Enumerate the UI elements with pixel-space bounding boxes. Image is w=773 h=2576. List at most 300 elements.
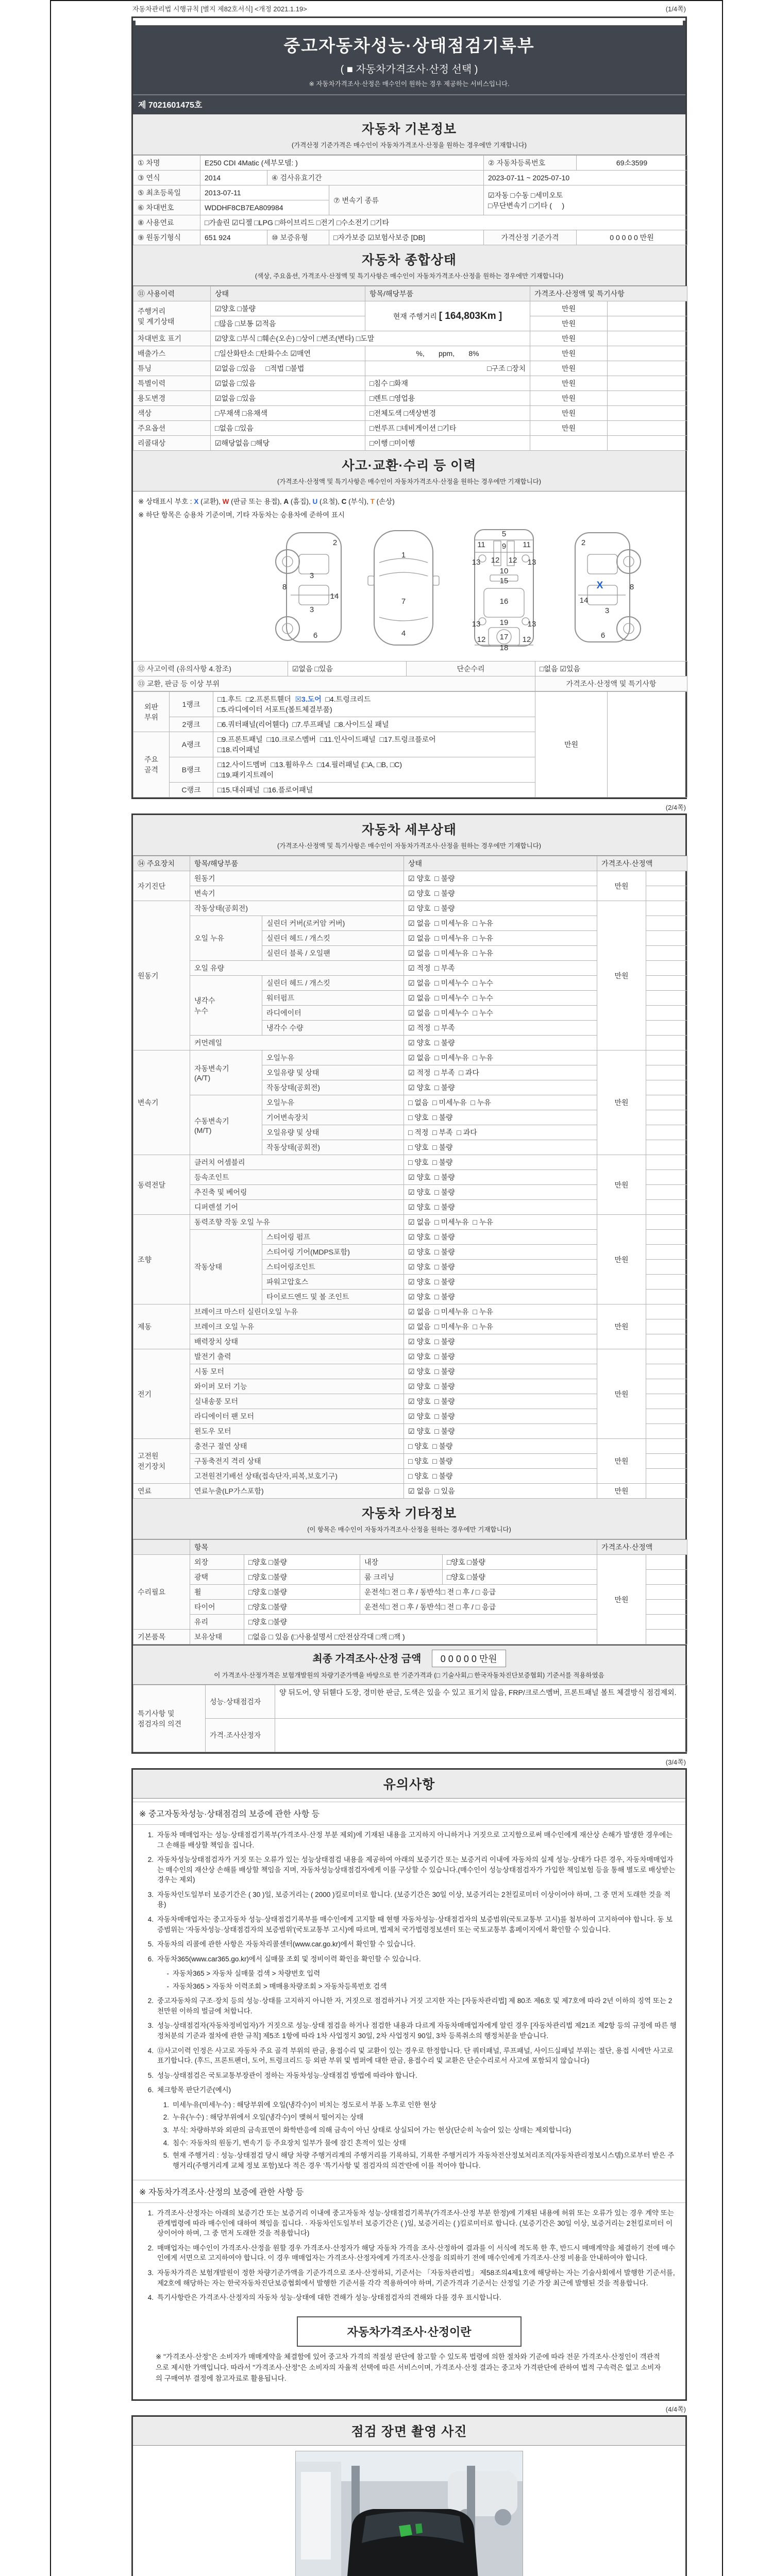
cell: [133, 732, 170, 798]
notice-item: [140, 1855, 678, 1885]
damage-code-legend-line2: ※ 하단 항목은 승용차 기준이며, 기타 자동차는 승용차에 준하여 표시: [138, 511, 345, 519]
accident-history-options: ☑없음 □있음: [288, 662, 407, 676]
section-accident-history-header: [133, 451, 685, 492]
cell: 변속기: [190, 886, 404, 901]
steering-oil-leak: ☑ 없음 □ 미세누유 □ 누유: [404, 1215, 597, 1230]
diagram-part-number: 15: [499, 577, 509, 585]
cell: [646, 1630, 687, 1645]
recall-done-options: □이행 □미이행: [365, 436, 530, 451]
cell: 만원: [597, 1439, 646, 1484]
diagram-part-number: 3: [309, 605, 314, 614]
cell: 만원: [530, 331, 608, 346]
polish-state: □양호 □불량: [244, 1570, 360, 1585]
document-meta-row: [131, 1, 687, 16]
cell: [646, 1065, 687, 1080]
diagram-part-number: 6: [600, 631, 606, 640]
cell: [608, 406, 687, 421]
block-page1: [131, 16, 687, 799]
mt-oil-level: □ 적정 □ 부족 □ 과다: [404, 1125, 597, 1140]
usage-change-kind-options: □렌트 □영업용: [365, 391, 530, 406]
cv-joint: ☑ 양호 □ 불량: [404, 1170, 597, 1185]
coolant-leak-pump: ☑ 없음 □ 미세누수 □ 누수: [404, 991, 597, 1006]
notice-item: [140, 2208, 678, 2239]
cell: [646, 1379, 687, 1394]
text-line: 골격: [144, 766, 159, 774]
notice-item-text: 자동차매매업자는 중고자동차 성능·상태점검기록부를 매수인에게 고지할 때 현행 자동차성능·상태점검자의 보증범위(국토교통부 고시)를 첨부하여 고지하여야 합니다. 동 보증범위는 '자동차성능·상태점검자의 보증범위'(국토교통부 고시)에 따르며, 법제처 국가법령정보센터 또는 국토교통부 홈페이지에서 확인할 수 있습니다.: [157, 1915, 673, 1934]
notice-list-b: [140, 2208, 678, 2303]
notice-item: [156, 2150, 678, 2171]
cell: [608, 316, 687, 331]
cell: 단순수리: [407, 662, 535, 676]
cell: [646, 1200, 687, 1215]
notice-item-text: 자동차가격은 보험개발원이 정한 차량기준가액을 기준가격으로 조사·산정하되, 기준서는 「자동차관리법」 제58조의4제1호에 해당하는 자는 기술사회에서 발행한 기준서를, 제2호에 해당하는 자는 한국자동차진단보증협회에서 발행한 기준서를 각각 적용하여야 하며, 기준가격과 기준서는 산정일 기준 가장 최근에 발행된 것을 적용합니다.: [157, 2269, 675, 2287]
text-part: □1.후드 □2.프론트휀더: [217, 695, 295, 703]
cell: 자기진단: [133, 871, 190, 901]
notice-item-text: 매매업자는 매수인이 가격조사·산정을 원할 경우 가격조사·산정자가 해당 자동차 가격을 조사·산정하여 결과를 이 서식에 적도록 한 후, 반드시 매매계약을 체결하기 전에 매수인에게 서면으로 고지하여야 합니다. 이 경우 매매업자는 가격조사·산정자에게 가격조사·산정을 의뢰하기 전에 매수인에게 가격조사·산정 비용을 안내하여야 합니다.: [157, 2244, 676, 2262]
document-sheet: [50, 0, 723, 2576]
mt-gear: □ 양호 □ 불량: [404, 1110, 597, 1125]
text-line: □12.사이드멤버 □13.휠하우스 □14.필러패널 (□A, □B, □C): [217, 760, 402, 769]
notice-item-text: 자동차365 > 자동차 이력조회 > 매매용차량조회 > 자동차등록번호 검색: [173, 1982, 387, 1990]
column-header: 가격조사·산정액: [597, 856, 687, 871]
main-option-options: □없음 □있음: [211, 421, 365, 436]
cell: 오일누유: [262, 1095, 404, 1110]
diagram-part-number: 19: [499, 618, 509, 627]
section-title: 사고·교환·수리 등 이력: [342, 459, 477, 473]
car-damage-diagram: [133, 523, 685, 661]
registration-number-value: 69소3599: [577, 156, 687, 171]
text-line: 외판: [144, 702, 159, 711]
room-cleaning-state: □양호 □불량: [443, 1570, 597, 1585]
cell: [190, 1050, 262, 1095]
document-title: 중고자동차성능·상태점검기록부: [283, 36, 535, 55]
basic-info-table: [133, 155, 687, 245]
vin-marking-options: ☑양호 □부식 □훼손(오손) □상이 □변조(변타) □도말: [211, 331, 530, 346]
text-line: 주요: [144, 755, 159, 764]
cell: [646, 1454, 687, 1469]
diagram-part-number: 6: [313, 631, 318, 640]
cell: [646, 1290, 687, 1304]
cell: [608, 436, 687, 451]
frame-rankC-options: □15.대쉬패널 □16.플로어패널: [213, 783, 535, 798]
notice-item-number: 1.: [163, 2100, 169, 2109]
cell: 만원: [597, 1484, 646, 1499]
cell: 원동기: [133, 901, 190, 1050]
cell: [190, 976, 262, 1036]
section-note: (가격조사·산정액 및 특기사항은 매수인이 자동차가격조사·산정을 원하는 경우에만 기재합니다): [277, 478, 541, 485]
column-header: 가격조사·산정액 및 특기사항: [530, 286, 687, 301]
text-line: ☑자동 □수동 □세미오토: [488, 191, 563, 199]
diagram-part-number: 12: [477, 635, 486, 644]
notice-item: [156, 2125, 678, 2136]
transmission-type-options: [484, 185, 687, 215]
cell: 워터펌프: [262, 991, 404, 1006]
cell: 제동: [133, 1304, 190, 1349]
damage-code-legend: [133, 492, 685, 523]
cell: 만원: [597, 871, 646, 901]
cell: [646, 1170, 687, 1185]
cell: 충전구 절연 상태: [190, 1439, 404, 1454]
notice-item-number: 5.: [163, 2151, 169, 2160]
cell: [646, 1230, 687, 1245]
cell: [133, 1685, 206, 1752]
page-number-2: (2/4쪽): [665, 804, 686, 811]
notice-item-number: 1.: [147, 1831, 154, 1839]
differential-gear: ☑ 양호 □ 불량: [404, 1200, 597, 1215]
text-line: (M/T): [194, 1126, 212, 1134]
text-line: □18.리어패널: [217, 745, 260, 754]
frame-rankB-options: [213, 757, 535, 783]
cell: 타이로드엔드 및 볼 조인트: [262, 1290, 404, 1304]
coolant-level: ☑ 적정 □ 부족: [404, 1021, 597, 1036]
text-line: 수동변속기: [194, 1116, 229, 1125]
cell: [646, 1036, 687, 1050]
text-line: 부위: [144, 713, 159, 721]
title-header: [133, 21, 685, 114]
cell: 실린더 헤드 / 개스킷: [262, 931, 404, 946]
cell: A랭크: [170, 732, 213, 757]
cell: 오일유량 및 상태: [262, 1065, 404, 1080]
column-header: 항목: [190, 1540, 597, 1555]
document-subtitle-note: ※ 자동차가격조사·산정은 매수인이 원하는 경우 제공하는 서비스입니다.: [309, 80, 510, 88]
cell: 추진축 및 베어링: [190, 1185, 404, 1200]
regulation-reference: 자동차관리법 시행규칙 [별지 제82호서식] <개정 2021.1.19>: [132, 5, 307, 13]
coolant-leak-radiator: ☑ 없음 □ 미세누수 □ 누수: [404, 1006, 597, 1021]
panel-rank2-options: □6.쿼터패널(리어휀다) □7.루프패널 □8.사이드실 패널: [213, 717, 535, 732]
cell: 작동상태(공회전): [262, 1080, 404, 1095]
cell: [646, 946, 687, 961]
column-header: 가격조사·산정액: [597, 1540, 687, 1555]
document-content: [131, 1, 687, 2576]
notice-item-number: 1.: [147, 2209, 154, 2217]
cell: 커먼레일: [190, 1036, 404, 1050]
block-notice: [131, 1768, 687, 2401]
cell: ⑩ 보증유형: [267, 230, 329, 245]
notice-item-number: 5.: [147, 1940, 154, 1948]
section-title: 자동차 기타정보: [362, 1506, 457, 1521]
cell: [646, 961, 687, 976]
notice-item-number: 5.: [147, 2071, 154, 2079]
cell: 주요옵션: [133, 421, 211, 436]
selfdiag-transmission: ☑ 양호 □ 불량: [404, 886, 597, 901]
cell: 만원: [530, 421, 608, 436]
common-rail: ☑ 양호 □ 불량: [404, 1036, 597, 1050]
notice-item: [140, 1914, 678, 1935]
cell: [646, 1439, 687, 1454]
section-note: (이 항목은 매수인이 자동차가격조사·산정을 원하는 경우에만 기재합니다): [307, 1526, 511, 1533]
cell: 연료: [133, 1484, 190, 1499]
text-part: (흠집),: [289, 498, 313, 505]
cell: [646, 1600, 687, 1615]
cell: 수리필요: [133, 1555, 190, 1630]
usage-change-options: ☑없음 □있음: [211, 391, 365, 406]
cell: 보유상태: [190, 1630, 244, 1645]
cell: 발전기 출력: [190, 1349, 404, 1364]
steering-joint: ☑ 양호 □ 불량: [404, 1260, 597, 1275]
cell: 시동 모터: [190, 1364, 404, 1379]
notice-item: [156, 2138, 678, 2148]
cell: [646, 1394, 687, 1409]
main-option-kind-options: □썬루프 □네비게이션 □기타: [365, 421, 530, 436]
text-part: ※ 상태표시 부호 :: [138, 498, 194, 505]
cell: 냉각수 수량: [262, 1021, 404, 1036]
text-part: T: [370, 498, 375, 505]
cell: 리콜대상: [133, 436, 211, 451]
text-part: X: [194, 498, 199, 505]
cell: 휠: [190, 1585, 244, 1600]
final-price-strip: [133, 1645, 685, 1685]
notice-item-text: 누유(누수) : 해당부위에서 오일(냉각수)이 맺혀서 떨어지는 상태: [173, 2113, 364, 2122]
diagram-part-number: 4: [401, 629, 406, 638]
column-header: 항목/해당부품: [365, 286, 530, 301]
cell: 튜닝: [133, 361, 211, 376]
steering-pump: ☑ 양호 □ 불량: [404, 1230, 597, 1245]
diagram-part-number: 13: [527, 620, 536, 629]
cell: 1랭크: [170, 692, 213, 717]
notice-item-text: 자동차 매매업자는 성능·상태점검기록부(가격조사·산정 부분 제외)에 기재된 내용을 고지하지 아니하거나 거짓으로 고지함으로써 매수인에게 재산상 손해가 발생한 경우에는 그 손해를 배상할 책임을 집니다.: [157, 1831, 673, 1849]
notice-item-text: 자동차365 > 자동차 실매물 검색 > 차량번호 입력: [173, 1970, 321, 1978]
cell: 기본품목: [133, 1630, 190, 1645]
vehicle-name-value: E250 CDI 4Matic (세부모델: ): [200, 156, 484, 171]
cell: [646, 1155, 687, 1170]
text-part: C: [341, 498, 347, 505]
cell: 기어변속장치: [262, 1110, 404, 1125]
at-idle-state: ☑ 양호 □ 불량: [404, 1080, 597, 1095]
cell: [608, 421, 687, 436]
cell: 실내송풍 모터: [190, 1394, 404, 1409]
tuning-options: ☑없음 □있음 □적법 □불법: [211, 361, 365, 376]
notice-item-number: 3.: [163, 2126, 169, 2134]
emission-values: %, ppm, 8%: [365, 346, 530, 361]
cell: 작동상태: [190, 1230, 262, 1304]
decorative-bar: [136, 21, 683, 25]
cell: 차대번호 표기: [133, 331, 211, 346]
notice-item: [140, 1954, 678, 1964]
cell: [646, 1585, 687, 1600]
notice-subheader-2: ※ 자동차가격조사·산정의 보증에 관한 사항 등: [133, 2180, 685, 2203]
oil-leak-head: ☑ 없음 □ 미세누유 □ 누유: [404, 931, 597, 946]
cell: [646, 1185, 687, 1200]
diagram-part-number: 1: [401, 551, 406, 560]
diagram-part-number: 14: [330, 592, 339, 601]
diagram-part-number: 17: [499, 633, 509, 641]
text-line: 전기장치: [138, 1462, 166, 1470]
text-part: (교환),: [198, 498, 223, 505]
section-other-info-header: [133, 1499, 685, 1539]
text-part: W: [222, 498, 229, 505]
brake-booster: ☑ 양호 □ 불량: [404, 1334, 597, 1349]
diagram-part-number: 13: [472, 620, 481, 629]
diagram-part-number: 18: [499, 643, 509, 652]
damage-x-mark: X: [596, 580, 603, 591]
text-part: [ 164,803Km ]: [439, 310, 502, 321]
cell: 만원: [530, 361, 608, 376]
cell: 작동상태(공회전): [262, 1140, 404, 1155]
emission-options: □일산화탄소 □탄화수소 ☑매연: [211, 346, 365, 361]
notice-item: [140, 2085, 678, 2095]
text-part: U: [312, 498, 318, 505]
cell: [646, 871, 687, 886]
notice-item-text: 자동차365(www.car365.go.kr)에서 실매물 조회 및 정비이력 확인을 확인할 수 있습니다.: [157, 1955, 421, 1963]
cell: 만원: [535, 692, 608, 798]
column-header: ⑭ 주요장치: [133, 856, 190, 871]
cell: [646, 1364, 687, 1379]
cell: 만원: [530, 376, 608, 391]
start-motor: ☑ 양호 □ 불량: [404, 1364, 597, 1379]
cell: 브레이크 오일 누유: [190, 1319, 404, 1334]
cell: [646, 1245, 687, 1260]
cell: 룸 크리닝: [360, 1570, 443, 1585]
cell: ② 자동차등록번호: [484, 156, 577, 171]
cell: [646, 1304, 687, 1319]
wheel-positions: 운전석□ 전 □ 후 / 동반석□ 전 □ 후 / □ 응급: [360, 1585, 597, 1600]
document-number: 제 7021601475호: [133, 94, 685, 113]
window-motor: ☑ 양호 □ 불량: [404, 1424, 597, 1439]
notice-item: [140, 2021, 678, 2041]
section-title: 자동차 기본정보: [362, 122, 457, 137]
odometer-condition-options: ☑양호 □불량: [211, 301, 365, 316]
notice-item: [140, 2293, 678, 2303]
cell: [646, 1319, 687, 1334]
text-line: 및 계기상태: [138, 317, 175, 326]
diagram-part-number: 11: [523, 540, 531, 549]
cell: [646, 1215, 687, 1230]
at-oil-level: ☑ 적정 □ 부족 □ 과다: [404, 1065, 597, 1080]
price-appraisal-definition-title: 자동차가격조사·산정이란: [297, 2316, 522, 2347]
notice-item-number: 4.: [147, 2294, 154, 2302]
generator-output: ☑ 양호 □ 불량: [404, 1349, 597, 1364]
mt-idle-state: □ 양호 □ 불량: [404, 1140, 597, 1155]
notice-item-text: ⑫사고이력 인정은 사고로 자동차 주요 골격 부위의 판금, 용접수리 및 교환이 있는 경우로 한정합니다. 단 쿼터패널, 루프패널, 사이드실패널 부위는 절단, 용접 시에만 사고로 표기합니다. (후드, 프론트펜더, 도어, 트렁크리드 등 외판 부위 및 범퍼에 대한 판금, 용접수리 및 교환은 단순수리로서 사고에 포함되지 않습니다): [157, 2046, 674, 2065]
cell: [133, 692, 170, 732]
cell: 오일유량 및 상태: [262, 1125, 404, 1140]
notice-item-text: 특기사항란은 가격조사·산정자의 자동차 성능·상태에 대한 견해가 성능·상태점검자의 견해와 다를 경우 표시합니다.: [157, 2294, 501, 2302]
notice-item-number: 6.: [147, 1955, 154, 1963]
text-line: 누수: [194, 1006, 209, 1015]
block-photos-sign: [131, 2415, 687, 2576]
text-part: ☒3.도어: [295, 695, 322, 703]
cell: 와이퍼 모터 기능: [190, 1379, 404, 1394]
section-detail-state-header: [133, 815, 685, 856]
notice-item-text: 성능·상태점검은 국토교통부장관이 정하는 자동차성능·상태점검 방법에 따라야 합니다.: [157, 2071, 417, 2079]
cell: 내장: [360, 1555, 443, 1570]
cell: 연료누출(LP가스포함): [190, 1484, 404, 1499]
cell: 구동축전지 격리 상태: [190, 1454, 404, 1469]
color-options: □무채색 □유채색: [211, 406, 365, 421]
basic-items-state: □없음 □ 있음 (□사용설명서 □안전삼각대 □잭 □잭 ): [244, 1630, 597, 1645]
cell: [608, 376, 687, 391]
cell: 실린더 커버(로커암 커버): [262, 916, 404, 931]
cell: 배력장치 상태: [190, 1334, 404, 1349]
cell: 만원: [597, 1304, 646, 1349]
diagram-part-number: 8: [629, 583, 634, 591]
cell: 스티어링조인트: [262, 1260, 404, 1275]
notice-item-text: 현재 주행거리 : 성능·상태점검 당시 해당 차량 주행거리계의 주행거리를 기록하되, 기록한 주행거리가 자동차전산정보처리조직(자동차관리정보시스템)으로부터 받은 주행거리(주행거리계 교체 정보 포함)보다 적은 경우 '특기사항 및 점검자의 의견'란에 이를 적어야 합니다.: [173, 2151, 675, 2170]
inspection-photos: [133, 2446, 685, 2576]
cell: 오일 누유: [190, 916, 262, 961]
propeller-shaft: ☑ 양호 □ 불량: [404, 1185, 597, 1200]
cell: 용도변경: [133, 391, 211, 406]
cell: 만원: [597, 1050, 646, 1155]
damage-code-legend-line1: [138, 496, 680, 506]
cell: [646, 1570, 687, 1585]
cell: [646, 1409, 687, 1424]
diagram-part-number: 10: [499, 567, 509, 575]
text-part: 현재 주행거리: [393, 312, 439, 320]
cell: 타이어: [190, 1600, 244, 1615]
notice-item-text: 중고자동차의 구조·장치 등의 성능·상태를 고지하지 아니한 자, 거짓으로 점검하거나 거짓 고지한 자는 [자동차관리법] 제 80조 제6호 및 제7호에 따라 2년 이하의 징역 또는 2천만원 이하의 벌금에 처합니다.: [157, 1997, 673, 2015]
cell: 만원: [597, 1349, 646, 1439]
notice-item-number: 3.: [147, 1890, 154, 1899]
accident-history-table: [133, 661, 687, 691]
inspector-opinion-text: 양 뒤도어, 양 뒤휀다 도장, 경미한 판금, 도색은 있을 수 있고 표기치 않음, FRP/크로스멤버, 프론트패널 볼트 체결방식 점검제외.: [275, 1685, 687, 1719]
cell: [646, 1006, 687, 1021]
cell: [608, 361, 687, 376]
inspection-photo-front: [295, 2451, 523, 2576]
tire-state: □양호 □불량: [244, 1600, 360, 1615]
cell: [646, 991, 687, 1006]
cell: 색상: [133, 406, 211, 421]
text-line: 특기사항 및: [138, 1709, 175, 1718]
cell: ⑥ 차대번호: [133, 200, 200, 215]
notice-item: [140, 2071, 678, 2081]
tire-positions: 운전석□ 전 □ 후 / 동반석□ 전 □ 후 / □ 응급: [360, 1600, 597, 1615]
price-appraisal-definition-body: ※ "가격조사·산정"은 소비자가 매매계약을 체결함에 있어 중고차 가격의 적절성 판단에 참고할 수 있도록 법령에 의한 절차와 기준에 따라 전문 가격조사·산정인이 객관적으로 제시한 가액입니다. 따라서 "가격조사·산정"은 소비자의 자율적 선택에 따른 서비스이며, 가격조사·산정 결과는 중고차 가격판단에 관하여 법적 구속력은 없고 소비자의 구매여부 결정에 참고자료로 활용됩니다.: [156, 2352, 661, 2382]
cell: [608, 692, 687, 798]
notice-item-number: 4.: [163, 2139, 169, 2147]
cell: 만원: [597, 1215, 646, 1304]
cell: 오일 유량: [190, 961, 404, 976]
cell: ④ 검사유효기간: [267, 171, 484, 185]
cell: [646, 1349, 687, 1364]
notice-item-text: 미세누유(미세누수) : 해당부위에 오일(냉각수)이 비치는 정도로서 부품 노후로 인한 현상: [173, 2100, 436, 2109]
cell: [646, 1125, 687, 1140]
document-subtitle: ( ■ 자동차가격조사·산정 선택 ): [340, 64, 478, 75]
notice-item-number: 2.: [147, 2244, 154, 2252]
diagram-part-number: 7: [401, 597, 406, 606]
first-registration-date-value: 2013-07-11: [200, 185, 329, 200]
section-title: 자동차 세부상태: [362, 823, 457, 837]
cell: [646, 1484, 687, 1499]
notice-item-text: 체크항목 판단기준(예시): [157, 2086, 231, 2094]
cell: 광택: [190, 1570, 244, 1585]
interior-state: □양호 □불량: [443, 1555, 597, 1570]
notice-body: [133, 1799, 685, 2399]
car-diagram-svg: [133, 526, 685, 654]
detail-state-table: [133, 856, 687, 1499]
notice-item-text: 자동차인도일부터 보증기간은 ( 30 )일, 보증거리는 ( 2000 )킬로미터로 합니다. (보증기간은 30일 이상, 보증거리는 2천킬로미터 이상이어야 하며, 그 중 먼저 도래한 것을 적용): [157, 1890, 671, 1909]
simple-repair-options: □없음 ☑있음: [535, 662, 687, 676]
diagram-part-number: 3: [309, 571, 314, 580]
notice-item-number: 4.: [147, 2046, 154, 2055]
notice-item-text: 자동차의 리콜에 관한 사항은 자동차리콜센터(www.car.go.kr)에서 확인할 수 있습니다.: [157, 1940, 416, 1948]
section-note: (가격산정 기준가격은 매수인이 자동차가격조사·산정을 원하는 경우에만 기재합니다): [292, 142, 527, 149]
fuel-leak: ☑ 없음 □ 있음: [404, 1484, 597, 1499]
notice-item-number: 3.: [147, 2269, 154, 2277]
cell: [646, 901, 687, 916]
radiator-fan-motor: ☑ 양호 □ 불량: [404, 1409, 597, 1424]
text-line: □무단변속기 □기타 ( ): [488, 201, 565, 210]
cell: ⑨ 원동기형식: [133, 230, 200, 245]
cell: 클러치 어셈블리: [190, 1155, 404, 1170]
notice-item: [140, 2046, 678, 2066]
section-note: (색상, 주요옵션, 가격조사·산정액 및 특기사항은 매수인이 자동차가격조사·산정을 원하는 경우에만 기재합니다): [255, 273, 564, 280]
cell: [646, 1260, 687, 1275]
cell: [646, 1275, 687, 1290]
cell: 등속조인트: [190, 1170, 404, 1185]
cell: 라디에이터: [262, 1006, 404, 1021]
notice-item: [140, 1830, 678, 1850]
